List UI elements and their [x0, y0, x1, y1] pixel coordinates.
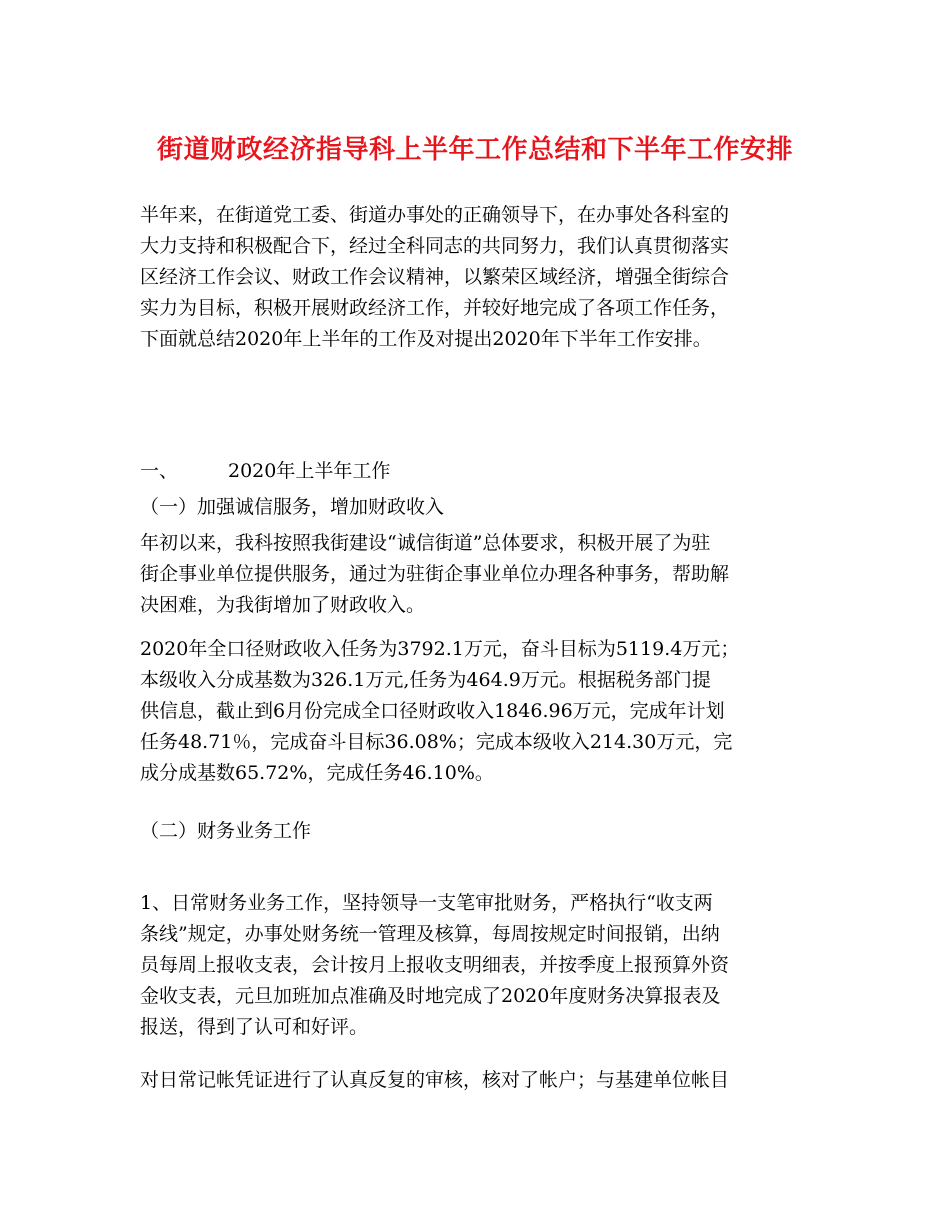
intro-line: 大力支持和积极配合下，经过全科同志的共同努力，我们认真贯彻落实	[140, 235, 730, 257]
paragraph-line: 2020年全口径财政收入任务为3792.1万元，奋斗目标为5119.4万元；	[140, 638, 740, 660]
paragraph-line: 年初以来，我科按照我街建设“诚信街道”总体要求，积极开展了为驻	[140, 532, 711, 554]
paragraph-line: 1、日常财务业务工作，坚持领导一支笔审批财务，严格执行“收支两	[140, 892, 713, 914]
paragraph-line: 成分成基数65.72%，完成任务46.10%。	[140, 762, 494, 784]
intro-paragraph	[140, 200, 820, 355]
paragraph	[140, 888, 820, 1043]
subsection-heading: （二）财务业务工作	[140, 820, 312, 842]
paragraph	[140, 528, 820, 621]
paragraph-line: 本级收入分成基数为326.1万元,任务为464.9万元。根据税务部门提	[140, 669, 711, 691]
intro-line: 半年来，在街道党工委、街道办事处的正确领导下，在办事处各科室的	[140, 204, 730, 226]
paragraph-line: 任务48.71％，完成奋斗目标36.08%；完成本级收入214.30万元，完	[140, 731, 733, 753]
paragraph	[140, 1065, 820, 1096]
paragraph-line: 报送，得到了认可和好评。	[140, 1016, 369, 1038]
paragraph-line: 街企事业单位提供服务，通过为驻街企事业单位办理各种事务，帮助解	[140, 563, 730, 585]
intro-line: 实力为目标，积极开展财政经济工作，并较好地完成了各项工作任务，	[140, 297, 730, 319]
intro-line: 下面就总结2020年上半年的工作及对提出2020年下半年工作安排。	[140, 328, 712, 350]
document-title: 街道财政经济指导科上半年工作总结和下半年工作安排	[156, 135, 793, 165]
paragraph-line: 决困难，为我街增加了财政收入。	[140, 594, 426, 616]
section-title: 2020年上半年工作	[228, 460, 391, 482]
intro-line: 区经济工作会议、财政工作会议精神，以繁荣区域经济，增强全街综合	[140, 266, 730, 288]
subsection-heading: （一）加强诚信服务，增加财政收入	[140, 496, 445, 518]
paragraph-line: 供信息，截止到6月份完成全口径财政收入1846.96万元，完成年计划	[140, 700, 725, 722]
section-number: 一、	[140, 460, 179, 482]
paragraph-line: 员每周上报收支表，会计按月上报收支明细表，并按季度上报预算外资	[140, 954, 730, 976]
paragraph-line: 金收支表，元旦加班加点准确及时地完成了2020年度财务决算报表及	[140, 985, 721, 1007]
paragraph	[140, 634, 820, 789]
section-heading	[140, 456, 390, 487]
paragraph-line: 条线”规定，办事处财务统一管理及核算，每周按规定时间报销，出纳	[140, 923, 720, 945]
paragraph-line: 对日常记帐凭证进行了认真反复的审核，核对了帐户；与基建单位帐目	[140, 1069, 730, 1091]
